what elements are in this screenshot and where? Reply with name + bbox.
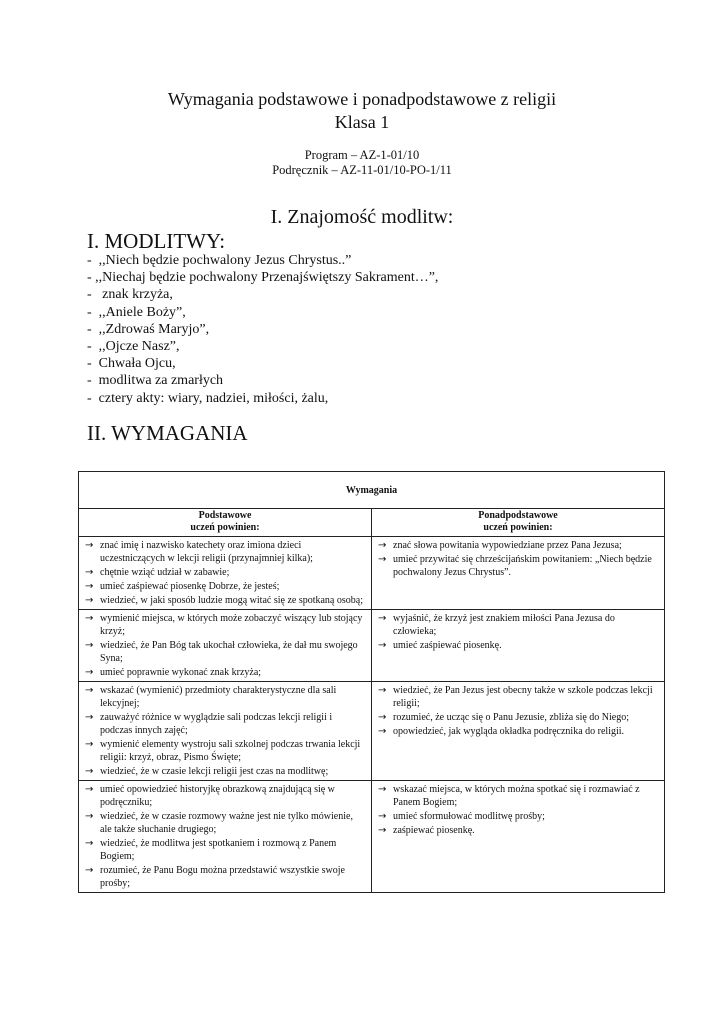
arrow-right-icon: → [85, 811, 94, 822]
requirement-item [376, 639, 660, 652]
arrow-right-icon: → [85, 784, 94, 795]
requirement-text: wiedzieć, że Pan Jezus jest obecny także w szkole podczas lekcji religii; [393, 685, 653, 709]
requirement-item [83, 765, 367, 778]
requirement-text: wiedzieć, że w czasie lekcji religii jest czas na modlitwę; [100, 766, 329, 777]
arrow-right-icon: → [85, 567, 94, 578]
requirement-item [376, 725, 660, 738]
requirement-item [83, 594, 367, 607]
prayer-item: - ,,Niechaj będzie pochwalony Przenajświętszy Sakrament…”, [87, 270, 439, 286]
requirement-item [376, 553, 660, 579]
prayer-list [87, 252, 438, 407]
prayer-item: - modlitwa za zmarłych [87, 373, 224, 389]
prayer-item: - ,,Aniele Boży”, [87, 304, 186, 320]
column-header-basic-sub: uczeń powinien: [190, 522, 260, 533]
basic-requirements-cell [79, 781, 372, 893]
prayers-heading: I. MODLITWY: [87, 229, 226, 253]
basic-requirements-cell [79, 537, 372, 610]
arrow-right-icon: → [85, 766, 94, 777]
requirement-text: rozumieć, że ucząc się o Panu Jezusie, zbliża się do Niego; [393, 712, 630, 723]
arrow-right-icon: → [378, 540, 387, 551]
table-row [79, 537, 665, 610]
requirement-item [376, 711, 660, 724]
requirement-item [83, 810, 367, 836]
table-row [79, 781, 665, 893]
requirement-item [83, 666, 367, 679]
requirement-text: wiedzieć, że modlitwa jest spotkaniem i rozmową z Panem Bogiem; [100, 838, 337, 862]
column-header-basic-title: Podstawowe [198, 510, 252, 521]
requirement-text: wskazać miejsca, w których można spotkać się i rozmawiać z Panem Bogiem; [393, 784, 640, 808]
requirement-text: wiedzieć, w jaki sposób ludzie mogą witać się ze spotkaną osobą; [100, 595, 363, 606]
arrow-right-icon: → [378, 811, 387, 822]
extended-requirements-cell [372, 781, 665, 893]
arrow-right-icon: → [378, 640, 387, 651]
requirement-item [376, 539, 660, 552]
requirement-item [83, 612, 367, 638]
requirement-text: zaśpiewać piosenkę. [393, 825, 475, 836]
arrow-right-icon: → [378, 726, 387, 737]
requirements-heading: II. WYMAGANIA [87, 421, 248, 445]
requirement-list [376, 612, 660, 652]
requirement-text: umieć przywitać się chrześcijańskim powitaniem: „Niech będzie pochwalony Jezus Chrystus”. [393, 554, 652, 578]
requirement-text: umieć poprawnie wykonać znak krzyża; [100, 667, 262, 678]
arrow-right-icon: → [85, 613, 94, 624]
arrow-right-icon: → [85, 540, 94, 551]
column-header-extended-title: Ponadpodstawowe [478, 510, 558, 521]
requirement-text: zauważyć różnice w wyglądzie sali podczas lekcji religii i podczas innych zajęć; [100, 712, 333, 736]
requirement-item [83, 738, 367, 764]
arrow-right-icon: → [85, 595, 94, 606]
requirement-text: opowiedzieć, jak wygląda okładka podręcznika do religii. [393, 726, 625, 737]
prayer-item: - ,,Ojcze Nasz”, [87, 339, 180, 355]
arrow-right-icon: → [378, 712, 387, 723]
requirement-item [83, 783, 367, 809]
requirement-list [376, 539, 660, 579]
table-caption: Wymagania [79, 472, 665, 509]
requirement-item [83, 711, 367, 737]
requirement-text: wiedzieć, że Pan Bóg tak ukochał człowieka, że dał mu swojego Syna; [100, 640, 358, 664]
arrow-right-icon: → [85, 739, 94, 750]
arrow-right-icon: → [378, 613, 387, 624]
textbook-code: Podręcznik – AZ-11-01/10-PO-1/11 [272, 163, 452, 177]
requirement-text: wiedzieć, że w czasie rozmowy ważne jest nie tylko mówienie, ale także słuchanie drugiego; [100, 811, 353, 835]
section-title-prayers-knowledge: I. Znajomość modlitw: [270, 206, 454, 228]
requirement-item [83, 684, 367, 710]
arrow-right-icon: → [85, 667, 94, 678]
requirement-item [83, 864, 367, 890]
extended-requirements-cell [372, 537, 665, 610]
arrow-right-icon: → [378, 685, 387, 696]
requirement-list [83, 684, 367, 778]
requirement-text: znać imię i nazwisko katechety oraz imiona dzieci uczestniczących w lekcji religii (przynajmniej kilka); [100, 540, 313, 564]
arrow-right-icon: → [378, 554, 387, 565]
requirement-list [376, 783, 660, 837]
prayer-item: - ,,Niech będzie pochwalony Jezus Chrystus..” [87, 253, 352, 268]
requirement-list [83, 783, 367, 890]
arrow-right-icon: → [85, 865, 94, 876]
document-title: Wymagania podstawowe i ponadpodstawowe z religii [167, 89, 557, 109]
requirement-text: umieć zaśpiewać piosenkę Dobrze, że jesteś; [100, 581, 280, 592]
requirement-item [376, 783, 660, 809]
basic-requirements-cell [79, 610, 372, 682]
arrow-right-icon: → [378, 825, 387, 836]
extended-requirements-cell [372, 682, 665, 781]
program-info [0, 148, 724, 178]
prayer-item: - znak krzyża, [87, 287, 173, 303]
requirement-text: znać słowa powitania wypowiedziane przez Pana Jezusa; [393, 540, 622, 551]
program-code: Program – AZ-1-01/10 [304, 148, 420, 162]
requirement-list [83, 539, 367, 607]
requirement-item [83, 837, 367, 863]
arrow-right-icon: → [85, 581, 94, 592]
arrow-right-icon: → [85, 712, 94, 723]
requirement-text: umieć zaśpiewać piosenkę. [393, 640, 502, 651]
column-header-basic [79, 509, 372, 537]
requirement-item [376, 612, 660, 638]
requirement-text: wymienić elementy wystroju sali szkolnej podczas trwania lekcji religii: krzyż, obraz, Pismo Święte; [100, 739, 361, 763]
requirement-item [83, 639, 367, 665]
requirement-item [376, 824, 660, 837]
requirement-item [376, 810, 660, 823]
requirement-text: umieć sformułować modlitwę prośby; [393, 811, 545, 822]
arrow-right-icon: → [85, 685, 94, 696]
requirement-item [83, 539, 367, 565]
requirement-text: chętnie wziąć udział w zabawie; [100, 567, 230, 578]
extended-requirements-cell [372, 610, 665, 682]
requirement-item [376, 684, 660, 710]
requirement-text: rozumieć, że Panu Bogu można przedstawić wszystkie swoje prośby; [100, 865, 345, 889]
requirement-text: wskazać (wymienić) przedmioty charakterystyczne dla sali lekcyjnej; [100, 685, 337, 709]
table-row [79, 682, 665, 781]
prayer-item: - Chwała Ojcu, [87, 356, 176, 372]
arrow-right-icon: → [85, 640, 94, 651]
requirement-item [83, 566, 367, 579]
requirement-text: wymienić miejsca, w których może zobaczyć wiszący lub stojący krzyż; [100, 613, 363, 637]
requirement-list [83, 612, 367, 679]
requirement-list [376, 684, 660, 738]
arrow-right-icon: → [85, 838, 94, 849]
requirements-table [78, 471, 665, 893]
prayer-item: - cztery akty: wiary, nadziei, miłości, żalu, [87, 390, 329, 406]
prayer-item: - ,,Zdrowaś Maryjo”, [87, 321, 210, 337]
table-body [79, 537, 665, 893]
column-header-extended [372, 509, 665, 537]
requirement-item [83, 580, 367, 593]
basic-requirements-cell [79, 682, 372, 781]
requirement-text: wyjaśnić, że krzyż jest znakiem miłości Pana Jezusa do człowieka; [393, 613, 615, 637]
table-row [79, 610, 665, 682]
column-header-extended-sub: uczeń powinien: [483, 522, 553, 533]
requirement-text: umieć opowiedzieć historyjkę obrazkową znajdującą się w podręczniku; [100, 784, 335, 808]
document-subtitle-class: Klasa 1 [334, 112, 390, 132]
arrow-right-icon: → [378, 784, 387, 795]
